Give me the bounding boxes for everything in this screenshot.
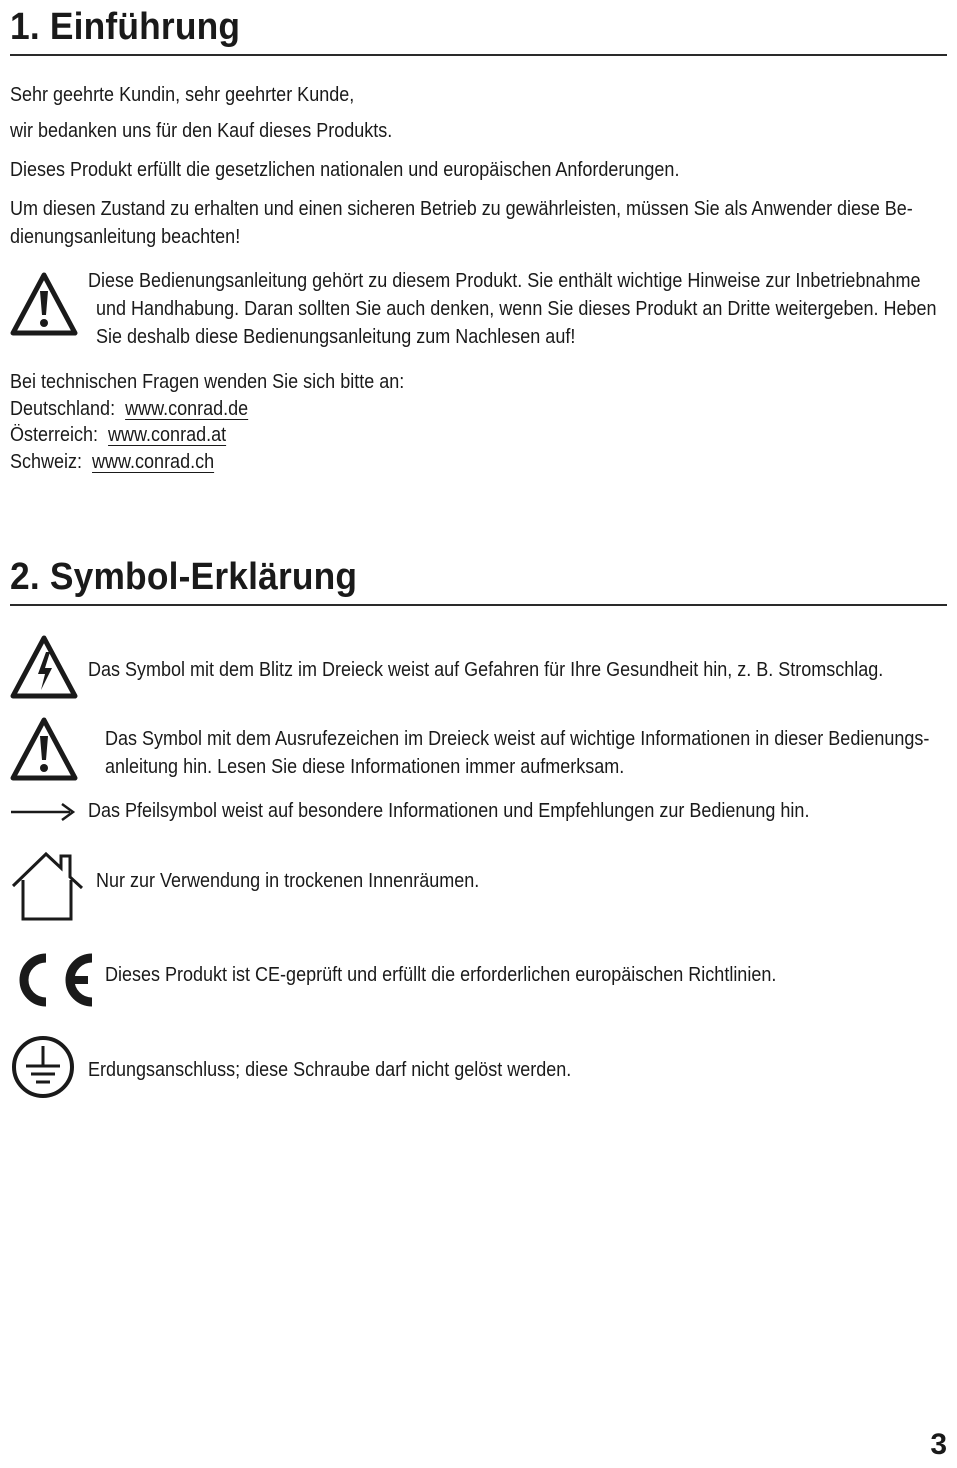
section-1-rule xyxy=(10,54,947,56)
lightning-warning-icon xyxy=(10,634,78,700)
contact-intro-text: Bei technischen Fragen wenden Sie sich bitte an: xyxy=(10,371,405,393)
symbol-house-text: Nur zur Verwendung in trockenen Innenräumen. xyxy=(96,870,480,892)
operation-text-line2: dienungsanleitung beachten! xyxy=(10,226,241,248)
symbol-exclamation-text-line1: Das Symbol mit dem Ausrufezeichen im Dreieck weist auf wichtige Informationen in dieser Bedienungs- xyxy=(105,728,930,750)
warning-text-line3: Sie deshalb diese Bedienungsanleitung zum Nachlesen auf! xyxy=(96,326,576,348)
thanks-text: wir bedanken uns für den Kauf dieses Produkts. xyxy=(10,120,393,142)
contact-country: Deutschland: xyxy=(10,398,116,420)
section-1-title: 1. Einführung xyxy=(10,6,241,48)
compliance-text: Dieses Produkt erfüllt die gesetzlichen nationalen und europäischen Anforderungen. xyxy=(10,159,680,181)
exclamation-warning-icon xyxy=(10,716,78,782)
contact-country: Österreich: xyxy=(10,424,99,446)
page-number: 3 xyxy=(930,1428,947,1461)
arrow-icon xyxy=(10,800,76,824)
contact-url-de[interactable]: www.conrad.de xyxy=(125,398,249,420)
symbol-arrow-text: Das Pfeilsymbol weist auf besondere Informationen und Empfehlungen zur Bedienung hin. xyxy=(88,800,810,822)
contact-url-ch[interactable]: www.conrad.ch xyxy=(92,451,215,473)
contact-switzerland xyxy=(10,448,214,476)
section-2-title: 2. Symbol-Erklärung xyxy=(10,556,358,598)
warning-text-line2: und Handhabung. Daran sollten Sie auch denken, wenn Sie dieses Produkt an Dritte weitergeben. Heben xyxy=(96,298,937,320)
contact-germany xyxy=(10,395,248,423)
symbol-ground-text: Erdungsanschluss; diese Schraube darf nicht gelöst werden. xyxy=(88,1059,572,1081)
greeting-text: Sehr geehrte Kundin, sehr geehrter Kunde, xyxy=(10,84,355,106)
symbol-exclamation-text-line2: anleitung hin. Lesen Sie diese Informationen immer aufmerksam. xyxy=(105,756,625,778)
house-icon xyxy=(10,850,86,922)
warning-text-line1: Diese Bedienungsanleitung gehört zu diesem Produkt. Sie enthält wichtige Hinweise zur Inbetriebnahme xyxy=(88,270,921,292)
contact-country: Schweiz: xyxy=(10,451,83,473)
section-2-rule xyxy=(10,604,947,606)
ground-icon xyxy=(10,1034,76,1100)
operation-text-line1: Um diesen Zustand zu erhalten und einen sicheren Betrieb zu gewährleisten, müssen Sie als Anwender diese Be- xyxy=(10,198,913,220)
symbol-ce-text: Dieses Produkt ist CE-geprüft und erfüllt die erforderlichen europäischen Richtlinien. xyxy=(105,964,777,986)
symbol-lightning-text: Das Symbol mit dem Blitz im Dreieck weist auf Gefahren für Ihre Gesundheit hin, z. B. Stromschlag. xyxy=(88,659,884,681)
exclamation-warning-icon xyxy=(10,271,78,337)
ce-mark-icon xyxy=(10,948,96,1012)
contact-austria xyxy=(10,421,226,449)
contact-url-at[interactable]: www.conrad.at xyxy=(108,424,227,446)
